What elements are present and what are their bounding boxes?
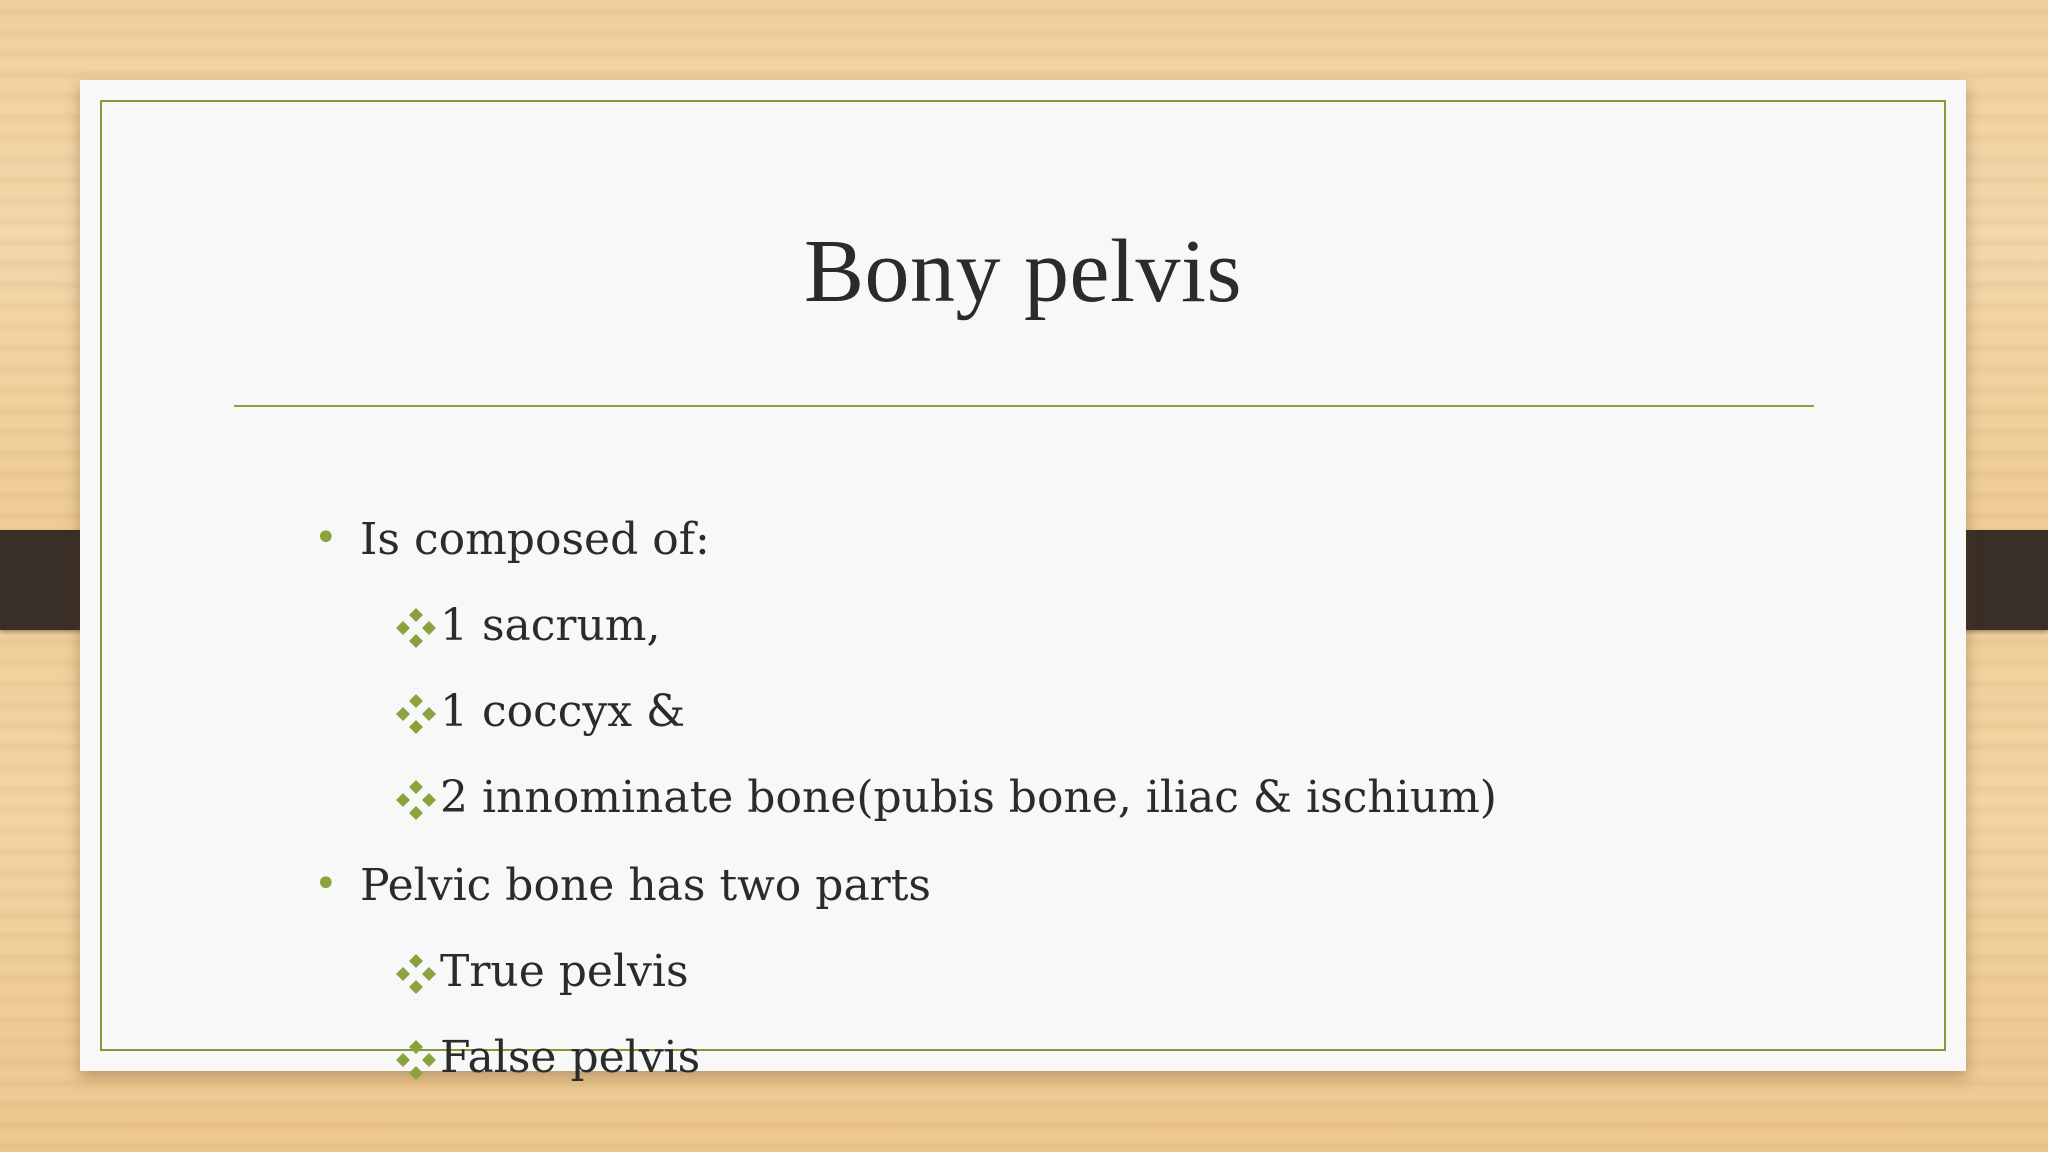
four-diamond-icon — [394, 1038, 438, 1082]
list-item-text: 1 coccyx & — [440, 686, 686, 737]
four-diamond-icon — [394, 606, 438, 650]
title-divider — [234, 405, 1814, 407]
list-item-text: Is composed of: — [360, 514, 710, 565]
list-item-text: Pelvic bone has two parts — [360, 860, 931, 911]
four-diamond-icon — [394, 692, 438, 736]
slide-title: Bony pelvis — [803, 222, 1242, 321]
list-item-text: 1 sacrum, — [440, 600, 661, 651]
four-diamond-icon — [394, 778, 438, 822]
bullet-dot: • — [314, 861, 338, 907]
list-item-text: False pelvis — [440, 1032, 701, 1083]
list-item-text: True pelvis — [440, 946, 689, 997]
four-diamond-icon — [394, 952, 438, 996]
list-item-text: 2 innominate bone(pubis bone, iliac & ischium) — [440, 772, 1497, 823]
bullet-dot: • — [314, 515, 338, 561]
slide — [80, 80, 1966, 1083]
